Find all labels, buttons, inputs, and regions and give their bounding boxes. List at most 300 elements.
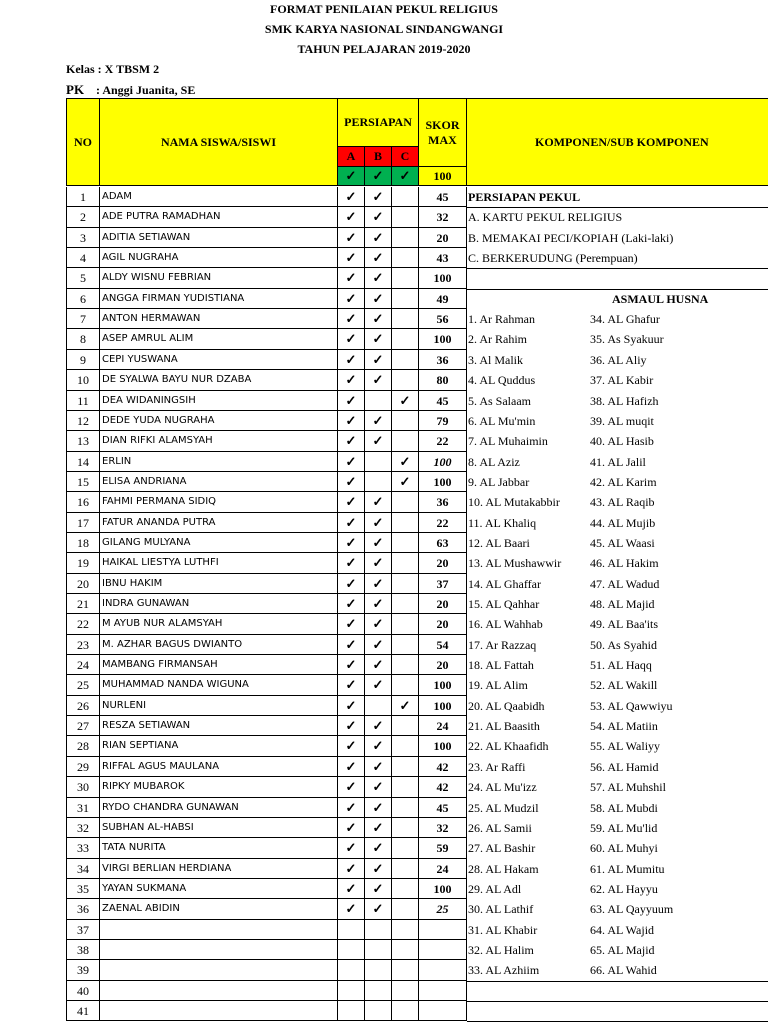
check-cell-c [392,492,419,513]
check-mark-icon: ✓ [338,736,365,757]
row-number: 39 [66,960,100,981]
row-number: 6 [66,289,100,309]
student-score: 36 [419,492,467,513]
asmaul-husna-name: 63. AL Qayyuum [590,902,674,916]
student-score: 45 [419,798,467,818]
asmaul-husna-name: 29. AL Adl [468,882,522,896]
check-mark-icon: ✓ [392,167,419,186]
student-score: 100 [419,268,467,289]
student-name: ZAENAL ABIDIN [100,899,338,920]
asmaul-husna-name: 8. AL Aziz [468,455,520,469]
student-score: 79 [419,411,467,431]
asmaul-husna-name: 9. AL Jabbar [468,475,530,489]
check-mark-icon: ✓ [365,757,392,777]
row-number: 30 [66,777,100,798]
check-cell-c [392,1001,419,1021]
check-cell-c [392,859,419,879]
student-score: 100 [419,736,467,757]
asmaul-husna-name: 2. Ar Rahim [468,332,527,346]
row-number: 23 [66,635,100,655]
asmaul-husna-name: 44. AL Mujib [590,516,656,530]
check-mark-icon: ✓ [338,289,365,309]
student-name: SUBHAN AL-HABSI [100,818,338,838]
column-header-nama: NAMA SISWA/SISWI [100,98,338,186]
row-number: 34 [66,859,100,879]
asmaul-husna-name: 20. AL Qaabidh [468,699,545,713]
check-mark-icon: ✓ [338,777,365,798]
student-score: 100 [419,696,467,716]
asmaul-husna-name: 65. AL Majid [590,943,655,957]
check-cell-a [338,920,365,940]
check-mark-icon: ✓ [365,716,392,736]
student-name: FATUR ANANDA PUTRA [100,513,338,533]
check-mark-icon: ✓ [338,513,365,533]
student-score: 20 [419,228,467,248]
student-name: DE SYALWA BAYU NUR DZABA [100,370,338,391]
student-name: RIPKY MUBAROK [100,777,338,798]
row-number: 28 [66,736,100,757]
column-header-b: B [365,147,392,167]
check-mark-icon: ✓ [365,655,392,675]
asmaul-husna-name: 16. AL Wahhab [468,617,543,631]
check-cell-c [392,675,419,696]
asmaul-husna-name: 7. AL Muhaimin [468,434,548,448]
asmaul-husna-name: 62. AL Hayyu [590,882,658,896]
check-cell-c [392,940,419,960]
student-score: 45 [419,187,467,207]
row-number: 38 [66,940,100,960]
check-mark-icon: ✓ [338,594,365,614]
check-mark-icon: ✓ [338,798,365,818]
check-mark-icon: ✓ [365,513,392,533]
check-cell-c [392,248,419,268]
asmaul-husna-name: 11. AL Khaliq [468,516,537,530]
asmaul-husna-name: 26. AL Samii [468,821,532,835]
asmaul-husna-name: 12. AL Baari [468,536,530,550]
asmaul-husna-name: 25. AL Mudzil [468,801,539,815]
row-number: 2 [66,207,100,228]
check-mark-icon: ✓ [338,187,365,207]
check-mark-icon: ✓ [338,838,365,859]
row-number: 29 [66,757,100,777]
check-cell-b [365,696,392,716]
check-mark-icon: ✓ [338,716,365,736]
student-score: 63 [419,533,467,553]
row-number: 12 [66,411,100,431]
check-mark-icon: ✓ [365,899,392,920]
asmaul-husna-name: 41. AL Jalil [590,455,646,469]
check-cell-c [392,798,419,818]
student-name [100,1001,338,1021]
check-cell-c [392,879,419,899]
student-score [419,960,467,981]
check-mark-icon: ✓ [365,289,392,309]
check-mark-icon: ✓ [365,187,392,207]
student-score [419,981,467,1001]
student-score: 25 [419,899,467,920]
row-number: 33 [66,838,100,859]
check-cell-c [392,594,419,614]
row-number: 7 [66,309,100,329]
check-cell-c [392,268,419,289]
asmaul-husna-name: 21. AL Baasith [468,719,540,733]
column-header-c: C [392,147,419,167]
check-mark-icon: ✓ [365,533,392,553]
check-cell-b [365,960,392,981]
student-score: 22 [419,513,467,533]
check-mark-icon: ✓ [392,696,419,716]
check-mark-icon: ✓ [365,736,392,757]
row-number: 35 [66,879,100,899]
check-mark-icon: ✓ [392,391,419,411]
asmaul-husna-name: 49. AL Baa'its [590,617,659,631]
asmaul-husna-name: 27. AL Bashir [468,841,536,855]
asmaul-husna-name: 54. AL Matiin [590,719,658,733]
student-name [100,960,338,981]
pk-info [66,82,195,98]
asmaul-husna-name: 46. AL Hakim [590,556,659,570]
check-mark-icon: ✓ [365,675,392,696]
check-cell-b [365,472,392,492]
komponen-item: C. BERKERUDUNG (Perempuan) [468,251,638,265]
student-name: INDRA GUNAWAN [100,594,338,614]
asmaul-husna-name: 37. AL Kabir [590,373,654,387]
asmaul-husna-name: 40. AL Hasib [590,434,654,448]
check-mark-icon: ✓ [338,391,365,411]
asmaul-husna-name: 58. AL Mubdi [590,801,658,815]
class-label: Kelas : X TBSM 2 [66,62,160,76]
check-mark-icon: ✓ [365,431,392,452]
row-number: 22 [66,614,100,635]
student-score [419,920,467,940]
student-name: NURLENI [100,696,338,716]
row-number: 10 [66,370,100,391]
check-cell-c [392,513,419,533]
student-name: M AYUB NUR ALAMSYAH [100,614,338,635]
row-number: 9 [66,350,100,370]
check-mark-icon: ✓ [365,329,392,350]
student-score: 42 [419,757,467,777]
asmaul-husna-name: 45. AL Waasi [590,536,655,550]
check-mark-icon: ✓ [338,635,365,655]
check-cell-c [392,207,419,228]
check-mark-icon: ✓ [338,614,365,635]
student-score: 100 [419,329,467,350]
check-mark-icon: ✓ [338,370,365,391]
check-mark-icon: ✓ [338,431,365,452]
asmaul-husna-name: 42. AL Karim [590,475,657,489]
asmaul-husna-name: 3. Al Malik [468,353,524,367]
check-mark-icon: ✓ [338,533,365,553]
student-score: 49 [419,289,467,309]
check-mark-icon: ✓ [365,859,392,879]
student-score: 37 [419,574,467,594]
asmaul-husna-name: 57. AL Muhshil [590,780,666,794]
row-number: 32 [66,818,100,838]
check-cell-c [392,614,419,635]
document-title: FORMAT PENILAIAN PEKUL RELIGIUS [270,2,498,16]
check-mark-icon: ✓ [338,207,365,228]
check-cell-c [392,899,419,920]
check-cell-c [392,655,419,675]
academic-year: TAHUN PELAJARAN 2019-2020 [297,42,471,56]
komponen-item: B. MEMAKAI PECI/KOPIAH (Laki-laki) [468,231,674,245]
student-name: HAIKAL LIESTYA LUTHFI [100,553,338,574]
section-title-persiapan: PERSIAPAN PEKUL [468,190,581,204]
student-name [100,981,338,1001]
divider [467,1021,768,1022]
student-name: FAHMI PERMANA SIDIQ [100,492,338,513]
check-cell-c [392,777,419,798]
check-cell-c [392,757,419,777]
row-number: 5 [66,268,100,289]
student-name: ANGGA FIRMAN YUDISTIANA [100,289,338,309]
check-cell-c [392,228,419,248]
asmaul-husna-name: 28. AL Hakam [468,862,539,876]
asmaul-husna-name: 36. AL Aliy [590,353,647,367]
check-cell-c [392,533,419,553]
student-score: 32 [419,818,467,838]
student-name: IBNU HAKIM [100,574,338,594]
student-score: 22 [419,431,467,452]
asmaul-husna-name: 47. AL Wadud [590,577,660,591]
asmaul-husna-name: 6. AL Mu'min [468,414,536,428]
check-mark-icon: ✓ [365,574,392,594]
asmaul-husna-name: 55. AL Waliyy [590,739,661,753]
student-score: 42 [419,777,467,798]
student-name: RIFFAL AGUS MAULANA [100,757,338,777]
row-number: 37 [66,920,100,940]
check-cell-c [392,960,419,981]
asmaul-husna-name: 33. AL Azhiim [468,963,540,977]
check-cell-c [392,187,419,207]
student-name: ANTON HERMAWAN [100,309,338,329]
check-mark-icon: ✓ [338,492,365,513]
check-mark-icon: ✓ [365,350,392,370]
check-mark-icon: ✓ [338,574,365,594]
check-cell-c [392,920,419,940]
check-cell-c [392,574,419,594]
row-number: 15 [66,472,100,492]
student-name: RESZA SETIAWAN [100,716,338,736]
asmaul-husna-name: 10. AL Mutakabbir [468,495,560,509]
check-mark-icon: ✓ [365,411,392,431]
asmaul-husna-name: 53. AL Qawwiyu [590,699,673,713]
check-mark-icon: ✓ [338,167,365,186]
check-cell-b [365,1001,392,1021]
check-cell-c [392,553,419,574]
row-number: 25 [66,675,100,696]
asmaul-husna-name: 51. AL Haqq [590,658,652,672]
divider [467,1001,768,1002]
student-name: YAYAN SUKMANA [100,879,338,899]
student-score: 32 [419,207,467,228]
check-cell-c [392,350,419,370]
student-name [100,920,338,940]
check-mark-icon: ✓ [338,309,365,329]
asmaul-husna-name: 18. AL Fattah [468,658,534,672]
student-name: VIRGI BERLIAN HERDIANA [100,859,338,879]
asmaul-husna-name: 31. AL Khabir [468,923,538,937]
check-cell-c [392,736,419,757]
student-name: ELISA ANDRIANA [100,472,338,492]
column-header-a: A [338,147,365,167]
column-header-komponen: KOMPONEN/SUB KOMPONEN [467,98,768,186]
student-score: 43 [419,248,467,268]
student-score: 100 [419,675,467,696]
check-cell-b [365,391,392,411]
asmaul-husna-name: 5. As Salaam [468,394,531,408]
row-number: 26 [66,696,100,716]
row-number: 13 [66,431,100,452]
asmaul-husna-name: 59. AL Mu'lid [590,821,658,835]
student-score: 24 [419,859,467,879]
row-number: 17 [66,513,100,533]
asmaul-husna-name: 15. AL Qahhar [468,597,540,611]
asmaul-husna-name: 32. AL Halim [468,943,534,957]
asmaul-husna-name: 34. AL Ghafur [590,312,660,326]
row-number: 18 [66,533,100,553]
asmaul-husna-name: 35. As Syakuur [590,332,664,346]
asmaul-husna-name: 56. AL Hamid [590,760,659,774]
asmaul-husna-name: 24. AL Mu'izz [468,780,537,794]
check-mark-icon: ✓ [392,472,419,492]
check-mark-icon: ✓ [365,614,392,635]
row-number: 16 [66,492,100,513]
check-cell-b [365,920,392,940]
divider [467,268,768,269]
skor-max-value: 100 [419,167,467,186]
pk-label: PK [66,82,85,97]
student-name: DIAN RIFKI ALAMSYAH [100,431,338,452]
check-mark-icon: ✓ [338,248,365,268]
check-mark-icon: ✓ [365,228,392,248]
row-number: 1 [66,187,100,207]
student-name: ASEP AMRUL ALIM [100,329,338,350]
check-mark-icon: ✓ [338,675,365,696]
student-name: RIAN SEPTIANA [100,736,338,757]
asmaul-husna-name: 60. AL Muhyi [590,841,658,855]
check-mark-icon: ✓ [365,879,392,899]
row-number: 19 [66,553,100,574]
divider [467,981,768,982]
student-score [419,940,467,960]
check-mark-icon: ✓ [365,492,392,513]
check-cell-c [392,309,419,329]
row-number: 27 [66,716,100,736]
check-cell-a [338,960,365,981]
student-score: 100 [419,452,467,472]
check-cell-c [392,411,419,431]
check-mark-icon: ✓ [392,452,419,472]
komponen-item: A. KARTU PEKUL RELIGIUS [468,210,623,224]
student-name: ERLIN [100,452,338,472]
asmaul-husna-name: 1. Ar Rahman [468,312,535,326]
check-cell-b [365,940,392,960]
student-name: DEA WIDANINGSIH [100,391,338,411]
row-number: 24 [66,655,100,675]
check-mark-icon: ✓ [338,553,365,574]
student-score: 59 [419,838,467,859]
student-name: CEPI YUSWANA [100,350,338,370]
check-mark-icon: ✓ [338,655,365,675]
student-score: 24 [419,716,467,736]
row-number: 11 [66,391,100,411]
column-header-persiapan: PERSIAPAN [338,98,419,147]
asmaul-husna-name: 38. AL Hafizh [590,394,659,408]
row-number: 41 [66,1001,100,1021]
check-mark-icon: ✓ [338,329,365,350]
check-cell-a [338,1001,365,1021]
check-mark-icon: ✓ [365,777,392,798]
row-number: 21 [66,594,100,614]
check-mark-icon: ✓ [365,207,392,228]
check-mark-icon: ✓ [338,818,365,838]
student-name: ALDY WISNU FEBRIAN [100,268,338,289]
asmaul-husna-name: 39. AL muqit [590,414,654,428]
check-cell-c [392,716,419,736]
check-cell-c [392,818,419,838]
row-number: 31 [66,798,100,818]
student-score: 45 [419,391,467,411]
student-name: AGIL NUGRAHA [100,248,338,268]
check-mark-icon: ✓ [365,635,392,655]
asmaul-husna-name: 43. AL Raqib [590,495,655,509]
check-mark-icon: ✓ [338,879,365,899]
check-cell-b [365,981,392,1001]
asmaul-husna-name: 50. As Syahid [590,638,658,652]
asmaul-husna-name: 13. AL Mushawwir [468,556,562,570]
check-mark-icon: ✓ [338,472,365,492]
column-header-skor-max: SKOR MAX [419,98,467,167]
check-mark-icon: ✓ [338,757,365,777]
student-score: 20 [419,655,467,675]
student-score: 56 [419,309,467,329]
check-mark-icon: ✓ [338,228,365,248]
check-mark-icon: ✓ [338,452,365,472]
row-number: 40 [66,981,100,1001]
check-cell-b [365,452,392,472]
check-mark-icon: ✓ [338,859,365,879]
student-score: 54 [419,635,467,655]
asmaul-husna-name: 4. AL Quddus [468,373,536,387]
student-name: DEDE YUDA NUGRAHA [100,411,338,431]
student-score: 36 [419,350,467,370]
student-name [100,940,338,960]
student-name: RYDO CHANDRA GUNAWAN [100,798,338,818]
check-mark-icon: ✓ [365,248,392,268]
student-score: 100 [419,472,467,492]
column-header-no: NO [66,98,100,186]
asmaul-husna-name: 14. AL Ghaffar [468,577,541,591]
check-mark-icon: ✓ [338,350,365,370]
check-cell-c [392,838,419,859]
asmaul-husna-name: 64. AL Wajid [590,923,655,937]
check-mark-icon: ✓ [365,553,392,574]
asmaul-husna-name: 48. AL Majid [590,597,655,611]
school-name: SMK KARYA NASIONAL SINDANGWANGI [264,22,504,36]
check-mark-icon: ✓ [338,696,365,716]
row-number: 3 [66,228,100,248]
row-number: 14 [66,452,100,472]
pk-value: : Anggi Juanita, SE [96,83,196,97]
row-number: 20 [66,574,100,594]
check-mark-icon: ✓ [365,370,392,391]
check-mark-icon: ✓ [338,899,365,920]
asmaul-husna-name: 19. AL Alim [468,678,528,692]
check-cell-a [338,940,365,960]
asmaul-husna-name: 17. Ar Razzaq [468,638,537,652]
